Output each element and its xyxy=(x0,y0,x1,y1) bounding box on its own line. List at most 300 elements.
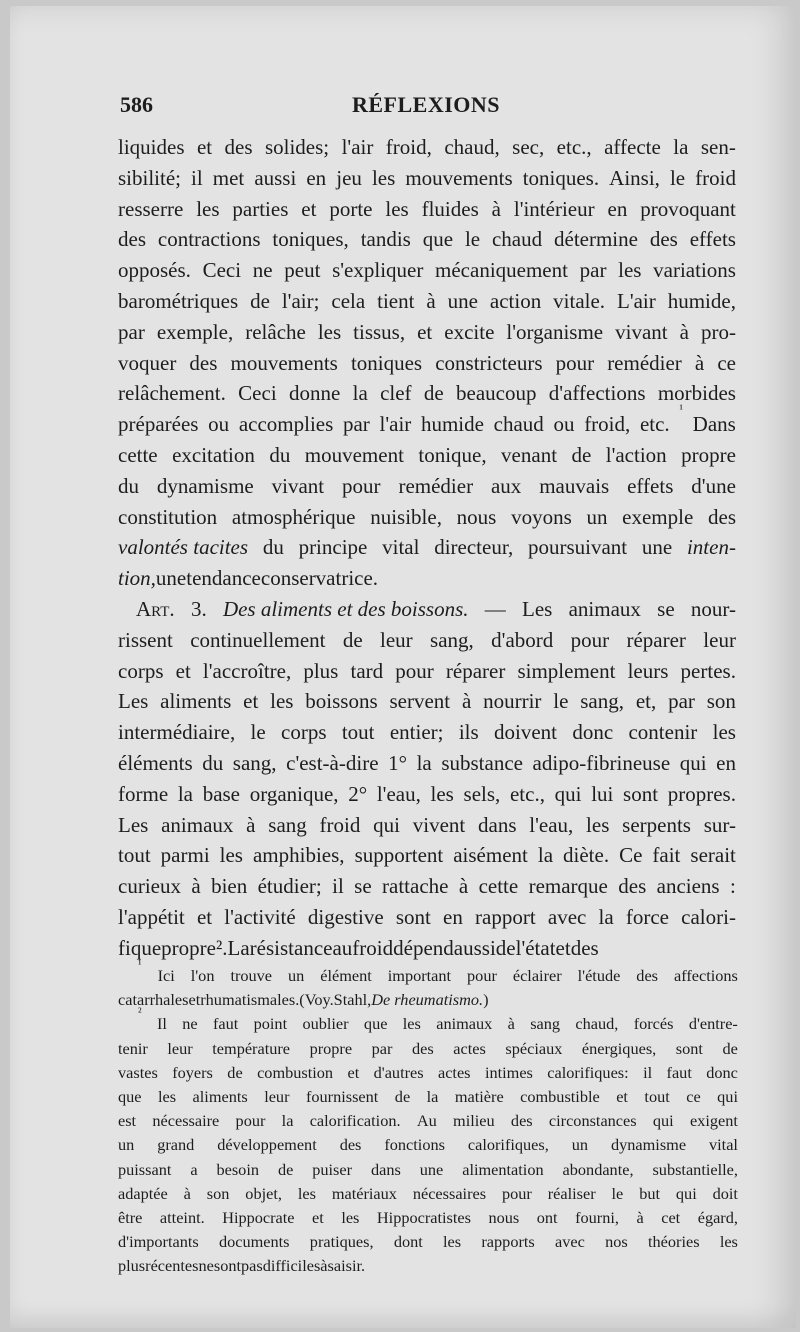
word: du xyxy=(269,442,291,467)
word: rattache xyxy=(382,874,449,899)
word: vital xyxy=(382,535,420,560)
word: sont xyxy=(623,781,659,806)
word: les xyxy=(618,258,642,283)
word: nour- xyxy=(690,596,736,621)
word: liquides xyxy=(118,135,185,159)
word: chaud xyxy=(491,227,543,252)
word: digestive xyxy=(307,904,384,929)
word: d'affections xyxy=(548,381,646,406)
word: constitution xyxy=(118,504,218,529)
word: circonstances xyxy=(548,1111,637,1131)
word: abondante, xyxy=(562,1159,634,1179)
word: de xyxy=(571,442,592,467)
word: force xyxy=(625,904,669,929)
word: le xyxy=(669,165,686,190)
word: que xyxy=(363,1014,388,1034)
word: combustion xyxy=(257,1062,334,1082)
word: les xyxy=(371,165,396,190)
word: tenir xyxy=(118,1038,148,1058)
word: d'une xyxy=(691,473,736,498)
word: sibilité; xyxy=(118,165,181,190)
word: : xyxy=(729,874,736,899)
word: pour xyxy=(501,1183,532,1203)
word: ou xyxy=(208,412,230,437)
word: qui xyxy=(554,781,582,806)
word: Hippocrate xyxy=(222,1207,295,1227)
word: voyons xyxy=(511,504,572,529)
word: aussi xyxy=(453,935,496,960)
word: De rheumatismo. xyxy=(371,990,484,1010)
text-line xyxy=(118,871,736,902)
word: nos xyxy=(605,1232,628,1252)
word: trouve xyxy=(230,966,273,985)
word: et xyxy=(555,935,571,960)
word: continuellement xyxy=(190,627,326,652)
word: l'organisme xyxy=(506,319,604,344)
footnote-line xyxy=(118,1005,738,1036)
word: et xyxy=(417,319,433,344)
word: dynamisme xyxy=(611,1135,687,1155)
word: actes xyxy=(437,1062,471,1082)
word: des xyxy=(339,1135,362,1155)
word: une xyxy=(447,288,478,313)
word: Ceci xyxy=(202,258,242,283)
word: jeu xyxy=(336,165,362,190)
word: adipo-fibrineuse xyxy=(532,750,671,775)
word: les xyxy=(157,1086,177,1106)
word: excite xyxy=(444,319,495,344)
word: l'intérieur xyxy=(513,196,595,221)
word: sang xyxy=(530,1014,561,1034)
word: ou xyxy=(553,412,575,437)
word: constricteurs xyxy=(435,350,543,375)
word: excitation xyxy=(172,442,255,467)
word: fournissent xyxy=(305,1086,379,1106)
word: sang xyxy=(268,812,307,837)
word: à xyxy=(246,812,256,837)
word: avec xyxy=(547,904,587,929)
word: sen- xyxy=(700,135,736,159)
word: les xyxy=(586,812,610,837)
text-line xyxy=(118,656,736,687)
word: les xyxy=(443,1232,462,1252)
word: simplement xyxy=(517,658,616,683)
word: nécessaires xyxy=(412,1183,487,1203)
footnote-line xyxy=(118,1133,738,1157)
word: l'état xyxy=(515,935,556,960)
word: à xyxy=(636,1207,644,1227)
word: à xyxy=(507,1014,515,1034)
word: venant xyxy=(501,442,558,467)
word: affecte xyxy=(604,135,661,159)
word: clef xyxy=(380,381,412,406)
footnote-line xyxy=(118,957,738,988)
word: rapport xyxy=(475,904,536,929)
word: humide xyxy=(420,412,484,437)
word: adaptée xyxy=(118,1183,168,1203)
word: se xyxy=(354,874,372,899)
word: toniques xyxy=(350,350,423,375)
word: aliments xyxy=(160,689,232,714)
word: aux xyxy=(490,473,522,498)
word: de xyxy=(495,935,516,960)
word: calorifiques, xyxy=(467,1135,549,1155)
word: les xyxy=(385,196,409,221)
word: anciens xyxy=(656,874,720,899)
word: les xyxy=(719,1232,738,1252)
text-line xyxy=(118,440,736,471)
word: tissus, xyxy=(353,319,406,344)
footnotes xyxy=(118,957,738,1278)
word: remarque xyxy=(528,874,608,899)
word: pour xyxy=(235,1111,266,1131)
word: fique xyxy=(118,935,162,960)
word: diète. xyxy=(563,843,610,868)
word: et xyxy=(312,1207,324,1227)
word: Art. xyxy=(136,596,175,621)
word: et xyxy=(243,689,259,714)
word: pour xyxy=(467,966,497,985)
word: avec xyxy=(555,1232,585,1252)
word: puissant xyxy=(118,1159,172,1179)
word: amphibies, xyxy=(252,843,345,868)
word: supportent xyxy=(354,843,444,868)
word: dépend xyxy=(393,935,454,960)
word: leurs xyxy=(627,658,669,683)
word: contractions xyxy=(157,227,261,252)
word: dans xyxy=(478,812,517,837)
word: qui xyxy=(675,1183,697,1203)
word: intimes xyxy=(484,1062,533,1082)
word: — xyxy=(484,596,506,621)
text-line xyxy=(118,255,736,286)
word: intermédiaire, xyxy=(118,720,236,745)
word: parties xyxy=(232,196,289,221)
word: élément xyxy=(320,966,372,985)
word: ¹ xyxy=(138,957,142,971)
word: à xyxy=(320,1256,328,1276)
word: plus xyxy=(118,1256,146,1276)
word: valontés tacites xyxy=(118,535,249,560)
running-title: RÉFLEXIONS xyxy=(352,92,501,117)
word: nécessaire xyxy=(152,1111,220,1131)
word: documents xyxy=(218,1232,290,1252)
word: Au xyxy=(416,1111,437,1131)
word: forcés xyxy=(633,1014,674,1034)
word: 2° xyxy=(348,781,368,806)
word: par xyxy=(371,1038,393,1058)
word: servent xyxy=(389,689,451,714)
footnote-line xyxy=(118,1037,738,1061)
word: l'eau, xyxy=(376,781,421,806)
word: etc. xyxy=(639,412,670,437)
text-line xyxy=(118,317,736,348)
word: dans xyxy=(370,1159,401,1179)
word: pro- xyxy=(700,319,736,344)
word: à xyxy=(679,319,689,344)
word: à xyxy=(426,288,436,313)
word: combustible xyxy=(520,1086,600,1106)
word: son xyxy=(206,1183,230,1203)
text-line xyxy=(118,471,736,502)
page-number: 586 xyxy=(120,92,153,117)
word: l'étude xyxy=(577,966,621,985)
word: principe xyxy=(298,535,368,560)
word: des xyxy=(224,135,253,159)
word: dont xyxy=(393,1232,423,1252)
word: il xyxy=(332,874,344,899)
word: mouvements xyxy=(405,165,513,190)
word: substance xyxy=(441,750,523,775)
word: les xyxy=(317,319,342,344)
word: variations xyxy=(653,258,736,283)
word: d'autres xyxy=(373,1062,424,1082)
word: dynamisme xyxy=(156,473,254,498)
word: effets xyxy=(689,227,736,252)
word: toniques, xyxy=(272,227,349,252)
word: froid, xyxy=(385,135,432,159)
word: la xyxy=(416,750,432,775)
word: égard, xyxy=(697,1207,738,1227)
word: resserre xyxy=(118,196,184,221)
word: actes xyxy=(453,1038,486,1058)
word: froid xyxy=(695,165,736,190)
text-line xyxy=(118,286,736,317)
word: grand xyxy=(157,1135,195,1155)
word: directeur, xyxy=(434,535,514,560)
word: en xyxy=(716,750,736,775)
word: La xyxy=(227,935,250,960)
word: provoquant xyxy=(640,196,736,221)
word: mécaniquement xyxy=(435,258,568,283)
word: température xyxy=(212,1038,291,1058)
word: que xyxy=(118,1086,142,1106)
word: énergiques, xyxy=(581,1038,657,1058)
word: mouvements xyxy=(230,350,338,375)
word: l'air xyxy=(379,412,412,437)
word: serait xyxy=(690,843,736,868)
word: plus xyxy=(303,658,339,683)
word: point xyxy=(253,1014,288,1034)
word: l'action xyxy=(605,442,667,467)
word: sont xyxy=(395,904,431,929)
word: des xyxy=(118,227,146,252)
word: un xyxy=(288,966,305,985)
word: etc., xyxy=(509,781,545,806)
word: difficiles xyxy=(262,1256,321,1276)
word: calorification. xyxy=(309,1111,401,1131)
text-line xyxy=(118,224,736,255)
word: la xyxy=(673,135,689,159)
word: pour xyxy=(395,658,434,683)
word: vitale. xyxy=(553,288,606,313)
word: vivent xyxy=(412,812,466,837)
word: parmi xyxy=(160,843,210,868)
word: remédier xyxy=(607,350,682,375)
word: récentes xyxy=(145,1256,199,1276)
word: de xyxy=(227,1062,243,1082)
word: l'air xyxy=(341,135,374,159)
word: etc., xyxy=(556,135,592,159)
word: la xyxy=(352,381,368,406)
word: réaliser xyxy=(547,1183,596,1203)
word: ne xyxy=(198,1256,214,1276)
word: beaucoup xyxy=(456,381,537,406)
word: rhumatismales. xyxy=(200,990,300,1010)
word: la xyxy=(281,1111,294,1131)
word: base xyxy=(202,781,241,806)
word: un xyxy=(586,504,608,529)
footnote-line xyxy=(118,1158,738,1182)
word: nuisible, xyxy=(370,504,442,529)
word: porte xyxy=(329,196,373,221)
word: inten- xyxy=(686,535,736,560)
word: des xyxy=(649,227,678,252)
word: l'activité xyxy=(224,904,296,929)
word: ². xyxy=(215,935,228,960)
word: barométriques xyxy=(118,288,239,313)
word: curieux xyxy=(118,874,181,899)
word: faut xyxy=(212,1014,239,1034)
word: Ainsi, xyxy=(609,165,660,190)
word: besoin xyxy=(216,1159,259,1179)
word: tard xyxy=(350,658,384,683)
word: chaud, xyxy=(575,1014,619,1034)
word: de xyxy=(250,288,270,313)
word: et xyxy=(188,990,201,1010)
word: calorifiques: xyxy=(547,1062,629,1082)
word: à xyxy=(191,874,201,899)
word: il xyxy=(643,1062,653,1082)
text-line xyxy=(118,902,736,933)
word: 3. xyxy=(190,596,207,621)
word: un xyxy=(571,1135,589,1155)
word: nous xyxy=(488,1207,520,1227)
word: (Voy. xyxy=(299,990,334,1010)
text-line xyxy=(118,810,736,841)
word: et, xyxy=(635,689,657,714)
footnote-line xyxy=(118,1254,738,1278)
word: développement xyxy=(217,1135,317,1155)
word: matière xyxy=(454,1086,504,1106)
word: affections xyxy=(673,966,738,985)
word: fourni, xyxy=(575,1207,619,1227)
word: Ceci xyxy=(238,381,277,406)
word: chaud xyxy=(493,412,544,437)
word: met xyxy=(212,165,245,190)
word: Ici xyxy=(157,966,175,985)
word: de xyxy=(722,1038,738,1058)
word: ne xyxy=(252,258,273,283)
text-line xyxy=(118,532,736,563)
word: la xyxy=(177,781,193,806)
word: Ce xyxy=(619,843,643,868)
word: nous xyxy=(456,504,497,529)
word: a xyxy=(190,1159,198,1179)
word: cette xyxy=(118,442,158,467)
word: objet, xyxy=(245,1183,282,1203)
word: propre xyxy=(161,935,216,960)
word: but xyxy=(639,1183,660,1203)
word: que xyxy=(422,227,454,252)
word: d'entre- xyxy=(688,1014,738,1034)
word: fait xyxy=(652,843,681,868)
word: remédier xyxy=(398,473,474,498)
word: solides; xyxy=(264,135,330,159)
word: animaux xyxy=(161,812,234,837)
word: rapports xyxy=(481,1232,535,1252)
word: une xyxy=(155,566,187,591)
word: tendance xyxy=(186,566,261,591)
word: chaud, xyxy=(444,135,500,159)
word: et xyxy=(175,658,191,683)
footnote-line xyxy=(118,1206,738,1230)
word: relâche xyxy=(245,319,306,344)
word: des xyxy=(510,1111,533,1131)
word: effets xyxy=(627,473,674,498)
word: leur xyxy=(380,627,413,652)
word: qui xyxy=(373,812,400,837)
text-line xyxy=(118,163,736,194)
word: à xyxy=(458,874,469,899)
word: l'eau, xyxy=(529,812,574,837)
word: relâchement. xyxy=(118,381,226,406)
text-line xyxy=(118,402,736,440)
word: substantielle, xyxy=(652,1159,738,1179)
text-line xyxy=(118,717,736,748)
word: et xyxy=(616,1086,628,1106)
word: de xyxy=(342,627,363,652)
word: qui xyxy=(652,1111,674,1131)
word: l'appétit xyxy=(118,904,185,929)
word: oublier xyxy=(302,1014,349,1034)
text-line xyxy=(118,563,736,594)
word: toniques. xyxy=(522,165,600,190)
word: lui xyxy=(591,781,614,806)
word: action xyxy=(489,288,542,313)
word: sang, xyxy=(430,627,474,652)
footnote-line xyxy=(118,1085,738,1109)
text-line xyxy=(118,933,736,964)
word: le xyxy=(250,720,266,745)
word: à xyxy=(461,689,472,714)
word: animaux xyxy=(568,596,641,621)
word: c'est-à-dire xyxy=(286,750,379,775)
word: les xyxy=(270,689,294,714)
text-line xyxy=(118,502,736,533)
word: propre xyxy=(681,442,736,467)
word: pour xyxy=(555,350,595,375)
word: bien xyxy=(211,874,248,899)
word: réparer xyxy=(626,627,686,652)
word: atmosphérique xyxy=(231,504,356,529)
word: des xyxy=(189,350,218,375)
word: aliments xyxy=(192,1086,248,1106)
word: du xyxy=(118,473,139,498)
word: important xyxy=(387,966,452,985)
word: de xyxy=(394,1086,411,1106)
text-line xyxy=(118,348,736,379)
word: qui xyxy=(717,1086,738,1106)
word: en xyxy=(306,165,327,190)
word: tandis xyxy=(360,227,411,252)
word: des xyxy=(708,504,736,529)
word: boissons xyxy=(305,689,378,714)
word: catarrhales xyxy=(118,990,189,1010)
page-header xyxy=(120,92,756,122)
word: son xyxy=(706,689,736,714)
word: sels, xyxy=(463,781,501,806)
